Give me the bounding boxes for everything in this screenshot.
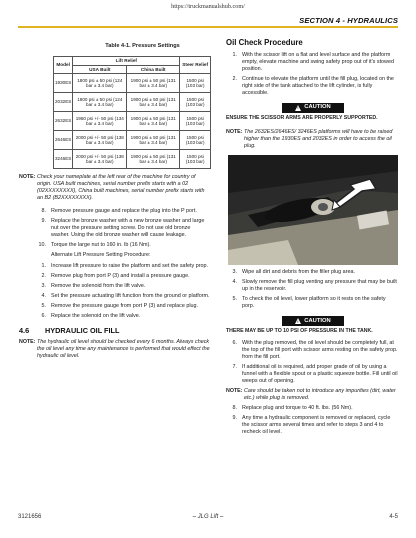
- oil-check-heading: Oil Check Procedure: [226, 38, 303, 47]
- list-item: [35, 242, 210, 249]
- alt-procedure-heading: Alternate Lift Pressure Setting Procedure:: [51, 251, 151, 258]
- step-number: 1.: [232, 51, 237, 58]
- subsection-number: 4.6: [19, 326, 30, 336]
- steps-list-a: [35, 208, 210, 249]
- cell-model: 2646ES: [54, 131, 73, 150]
- col-header-usa: USA Built: [73, 65, 127, 74]
- oil-steps-a: [226, 52, 398, 97]
- subsection-heading: [19, 328, 210, 335]
- cell-china: 1900 psi ± 50 psi (131 bar ± 3.4 bar): [127, 150, 180, 169]
- step-text: Remove pressure gauge and replace the plug into the P port.: [51, 207, 197, 214]
- source-url: https://truckmanualshub.com/: [171, 3, 245, 10]
- col-header-lift-relief: Lift Relief: [73, 56, 180, 65]
- page-number: 4-5: [389, 514, 398, 520]
- step-text: With the scissor lift on a flat and level surface and the platform empty, elevate machine and swing safety prop out of it's stowed position.: [242, 51, 394, 72]
- col-header-china: China Built: [127, 65, 180, 74]
- step-number: 5.: [232, 296, 237, 303]
- list-item: [35, 218, 210, 239]
- note-label: NOTE:: [19, 174, 36, 181]
- cell-model: 2032ES: [54, 93, 73, 112]
- subsection-title: HYDRAULIC OIL FILL: [45, 326, 120, 336]
- list-item: [35, 263, 210, 270]
- caution-text: THERE MAY BE UP TO 10 PSI OF PRESSURE IN THE TANK.: [226, 328, 373, 335]
- list-item: [226, 279, 398, 293]
- cell-usa: 1950 psi +/- 50 psi (134 bar ± 3.4 bar): [73, 112, 127, 131]
- step-number: 2.: [41, 272, 46, 279]
- list-item: [35, 313, 210, 320]
- list-item: [226, 76, 398, 97]
- list-item: [35, 303, 210, 310]
- step-text: Set the pressure actuating lift function from the ground or platform.: [51, 293, 210, 299]
- oil-steps-d: [226, 405, 398, 436]
- step-text: With the plug removed, the oil level should be completely full, at the top of the fill port with scissor arms resting on the safety prop. from the fill port.: [242, 339, 398, 360]
- step-number: 9.: [232, 414, 237, 421]
- step-text: Replace the bronze washer with a new bronze washer and large nut over the pressure setting screw. Do not use old bronze washer. Using the old bronze washer will cause leakage.: [51, 217, 205, 238]
- step-text: Wipe all dirt and debris from the filler plug area.: [242, 269, 355, 276]
- note-text: The hydraulic oil level should be checked every 6 months. Always check the oil level any time any maintenance is performed that would effect the hydraulic oil level.: [37, 339, 210, 359]
- caution-label: CAUTION: [304, 104, 331, 111]
- step-number: 8.: [232, 404, 237, 411]
- cell-usa: 1800 psi ± 50 psi (124 bar ± 3.4 bar): [73, 74, 127, 93]
- cell-usa: 2000 psi +/- 50 psi (138 bar ± 3.4 bar): [73, 150, 127, 169]
- step-text: Remove plug from port P (3) and install a pressure gauge.: [51, 272, 190, 279]
- step-number: 8.: [41, 207, 46, 214]
- step-number: 6.: [232, 339, 237, 346]
- step-number: 1.: [41, 262, 46, 269]
- step-text: Remove the solenoid from the lift valve.: [51, 282, 146, 289]
- step-number: 6.: [41, 313, 46, 320]
- left-column: [19, 40, 210, 360]
- col-header-steer-relief: Steer Relief: [180, 56, 211, 73]
- caution-label: CAUTION: [304, 317, 331, 324]
- table-row: [54, 150, 211, 169]
- caution-text: ENSURE THE SCISSOR ARMS ARE PROPERLY SUPPORTED.: [226, 114, 378, 121]
- oil-steps-c: [226, 340, 398, 385]
- list-item: [35, 273, 210, 280]
- right-column: [226, 40, 398, 439]
- cell-steer: 1500 psi (103 bar): [180, 150, 211, 169]
- step-text: Torque the large nut to 160 in. lb (16 Nm).: [51, 241, 151, 248]
- list-item: [226, 364, 398, 385]
- note-origin: [19, 174, 210, 202]
- fill-plug-photo-graphic: [228, 155, 398, 265]
- note-label: NOTE:: [19, 339, 36, 345]
- list-item: [35, 293, 210, 300]
- cell-china: 1900 psi ± 50 psi (131 bar ± 3.4 bar): [127, 131, 180, 150]
- section-header: [18, 16, 398, 28]
- step-text: Slowly remove the fill plug venting any pressure that may be built up in the reservoir.: [242, 279, 397, 293]
- pressure-settings-table: [53, 56, 211, 169]
- cell-steer: 1500 psi (103 bar): [180, 74, 211, 93]
- steps-list-b: [35, 263, 210, 320]
- note-platform-height: [226, 129, 398, 150]
- section-title: SECTION 4 - HYDRAULICS: [299, 16, 398, 25]
- step-number: 4.: [41, 293, 46, 299]
- col-header-model: Model: [54, 56, 73, 73]
- cell-usa: 2000 psi +/- 50 psi (138 bar ± 3.4 bar): [73, 131, 127, 150]
- list-item: [226, 52, 398, 73]
- note-text: The 2632ES/2646ES/ 3246ES platforms will have to be raised higher than the 1930ES and 2032ES in order to access the oil plug.: [244, 129, 393, 150]
- step-text: Replace plug and torque to 40 ft. lbs. (56 Nm).: [242, 404, 353, 411]
- step-number: 5.: [41, 303, 46, 310]
- table-row: [54, 74, 211, 93]
- document-number: 3121656: [18, 514, 42, 520]
- step-text: Remove the pressure gauge from port P (3) and replace plug.: [51, 303, 199, 310]
- step-number: 10.: [38, 241, 46, 248]
- list-item: [226, 405, 398, 412]
- step-number: 9.: [41, 217, 46, 224]
- cell-china: 1900 psi ± 50 psi (131 bar ± 3.4 bar): [127, 74, 180, 93]
- cell-china: 1900 psi ± 50 psi (131 bar ± 3.4 bar): [127, 112, 180, 131]
- fill-plug-photo: [228, 155, 398, 265]
- note-oil-level: [19, 339, 210, 360]
- table-row: [54, 131, 211, 150]
- step-number: 7.: [232, 363, 237, 370]
- table-caption: Table 4-1. Pressure Settings: [105, 43, 180, 49]
- table-row: [54, 112, 211, 131]
- caution-banner: [282, 103, 344, 113]
- note-label: NOTE:: [226, 129, 243, 136]
- step-text: To check the oil level, lower platform so it rests on the safety porp.: [242, 296, 386, 310]
- caution-banner: [282, 316, 344, 326]
- cell-usa: 1800 psi ± 50 psi (124 bar ± 3.4 bar): [73, 93, 127, 112]
- table-row: [54, 93, 211, 112]
- cell-model: 2632ES: [54, 112, 73, 131]
- list-item: [226, 415, 398, 436]
- oil-steps-b: [226, 269, 398, 310]
- step-number: 4.: [232, 279, 237, 286]
- step-number: 3.: [232, 269, 237, 276]
- cell-china: 1900 psi ± 50 psi (131 bar ± 3.4 bar): [127, 93, 180, 112]
- cell-steer: 1500 psi (103 bar): [180, 112, 211, 131]
- note-label: NOTE:: [226, 387, 243, 394]
- warning-triangle-icon: [295, 105, 301, 111]
- cell-model: 3246ES: [54, 150, 73, 169]
- step-text: Replace the solenoid on the lift valve.: [51, 313, 141, 320]
- list-item: [35, 208, 210, 215]
- step-text: Any time a hydraulic component is removed or replaced, cycle the scissor arms several times and refer to steps 3 and 4 to recheck oil level.: [242, 414, 391, 435]
- cell-model: 1930ES: [54, 74, 73, 93]
- step-number: 2.: [232, 75, 237, 82]
- footer-brand: – JLG Lift –: [192, 514, 224, 520]
- note-text: Care should be taken not to introduce any impurities (dirt, water etc.) while plug is removed.: [244, 387, 396, 401]
- step-text: If additional oil is required, add proper grade of oil by using a funnel with a flexible spout or a plastic squeeze bottle. Fill until oil weeps out of opening.: [242, 363, 398, 384]
- cell-steer: 1500 psi (103 bar): [180, 131, 211, 150]
- list-item: [226, 340, 398, 361]
- step-text: Increase lift pressure to raise the platform and set the safety prop.: [51, 262, 209, 269]
- note-text: Check your nameplate at the left rear of the machine for country of origin. USA built machines, serial number prefix starts with a 02 (02XXXXXXXX), China built machines, serial number prefix starts with an B2 (B2XXXXXXXX).: [37, 174, 205, 201]
- warning-triangle-icon: [295, 318, 301, 324]
- list-item: [226, 296, 398, 310]
- step-number: 3.: [41, 282, 46, 289]
- list-item: [226, 269, 398, 276]
- list-item: [35, 283, 210, 290]
- step-text: Continue to elevate the platform until the fill plug, located on the right side of the tank attached to the lift cylinder, is fully accessible.: [242, 75, 394, 96]
- note-impurities: [226, 388, 398, 402]
- cell-steer: 1500 psi (103 bar): [180, 93, 211, 112]
